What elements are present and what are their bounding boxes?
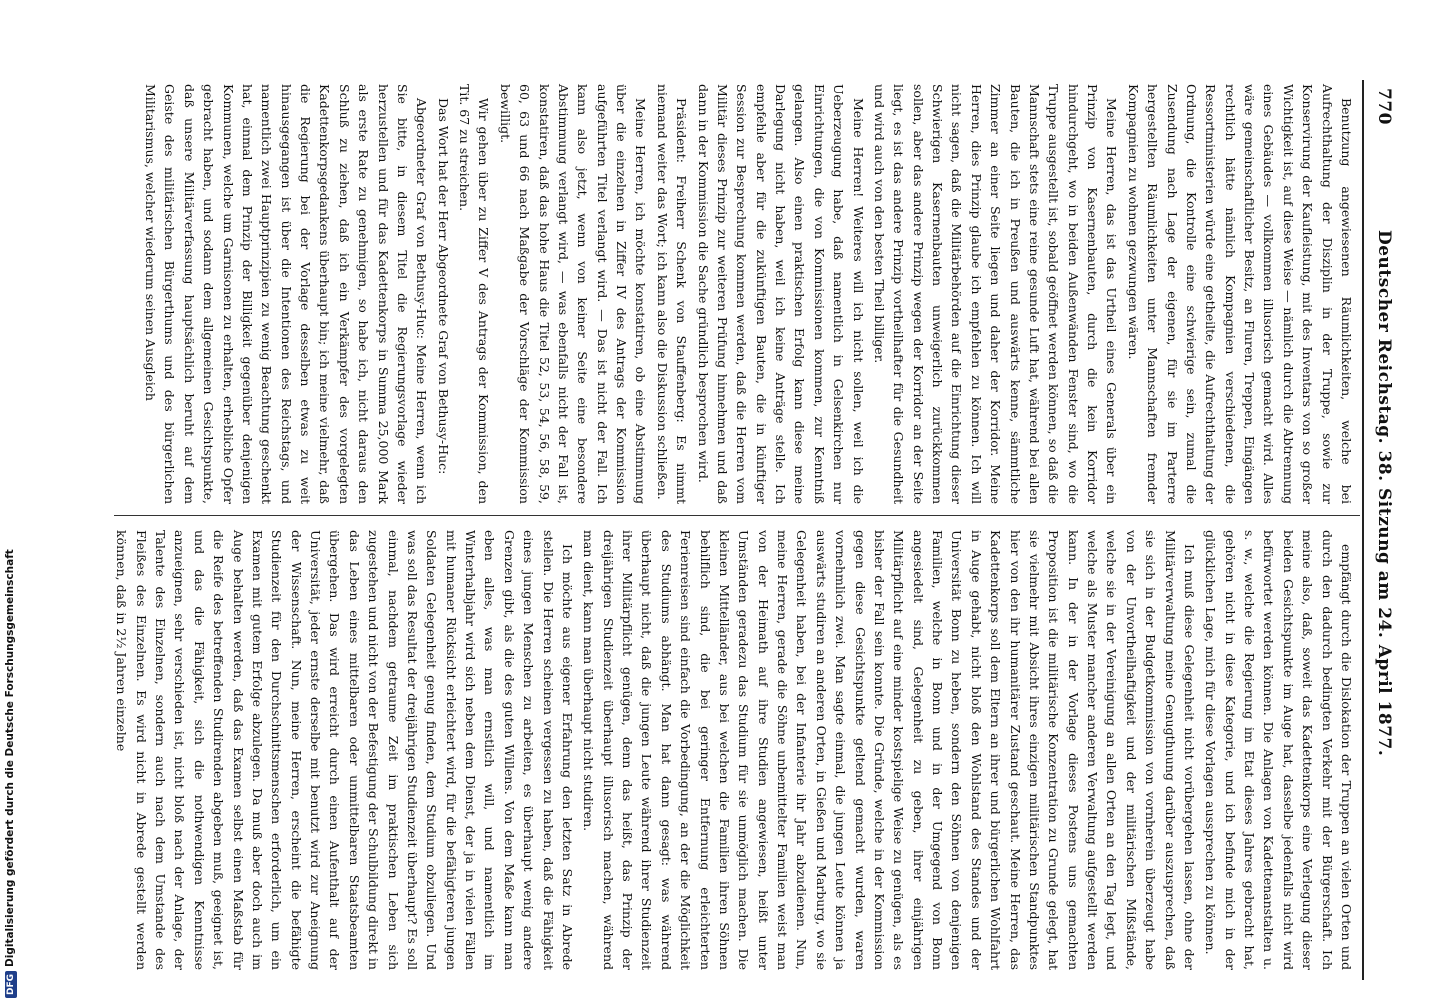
paragraph: Abgeordneter Graf von Bethusy-Huc: Meine Herren, wenn ich Sie bitte, in diesem Titel die Regierungsvorlage wieder herzustellen und für das Kadettenkorps in Summa 25,000 Mark als erste Rate zu genehmigen, so habe ich, nicht daraus den Schluß zu ziehen, daß ich ein Verkämpfer des vorgelegten Kadettenkorpsgedankens überhaupt bin; ich meine vielmehr, daß die Regierung bei der Vorlage desselben etwas zu weit hinausgegangen ist über die Intentionen des Reichstags, und namentlich zwei Hauptprinzipien zu wenig Beachtung geschenkt hat, einmal dem Prinzip der Billigkeit gegenüber denjenigen Kommunen, welche um Garnisonen zu erhalten, erhebliche Opfer gebracht haben, und sodann dem allgemeinen Gesichtspunkte, daß unsere Militärverfassung hauptsächlich beruht auf dem Geiste des militärischen Bürgerthums und des bürgerlichen Militarismus, welcher wiederum seinen Ausgleich	[143, 84, 430, 504]
paragraph: Meine Herren, das ist das Urtheil eines Generals über ein Prinzip von Kasernenbauten, durch die kein Korridor hindurchgeht, wo in beiden Außenwänden Fenster sind, wo die Truppe ausgestellt ist, sobald geöffnet werden können, so daß die Mannschaft stets eine reine gesunde Luft hat, während bei allen Bauten, die ich in Preußen und auswärts kenne, sämmtliche Zimmer an einer Seite liegen und daher der Korridor. Meine Herren, dies Prinzip glaube ich empfehlen zu können. Ich will nicht sagen, daß die Militärbehörden auf die Einrichtung dieser Schwierigen Kasernenbauten unweigerlich zurückkommen sollen, aber das andere Prinzip wegen der Korridor an der Seite liegt, es ist das andere Prinzip vortheilhafter für die Gesundheit und wird auch von den besten Theil billiger.	[872, 84, 1120, 504]
left-column	[124, 84, 1356, 504]
paragraph: Wir gehen über zu Ziffer V des Antrags der Kommission, den Tit. 67 zu streichen.	[457, 84, 492, 504]
digitization-credit	[4, 549, 17, 998]
paragraph: Das Wort hat der Herr Abgeordnete Graf von Bethusy-Huc:	[435, 98, 451, 475]
paragraph: Benutzung angewiesenen Räumlichkeiten, welche bei Aufrechthaltung der Disziplin in der Truppe, sowie zur Konservirung der Kaufleistung, mit des Inventars von so großer Wichtigkeit ist, auf diese Weise — nämlich durch die Abtrennung eines Gebäudes — vollkommen illusorisch gemacht wird. Alles wäre gemeinschaftlicher Besitz, an Fluren, Treppen, Eingängen rechtlich hätte nämlich Kompagnien verschiedenen, die Ressortministerien würde eine getheilte, die Aufrechthaltung der Ordnung, die Kontrolle eine schwierige sein, zumal die Zusendung nach Lage der eigenen, für sie im Parterre hergestellten Räumlichkeiten unter Mannschaften fremder Kompagnien zu wohnen gezwungen wären.	[1125, 84, 1354, 504]
right-column	[114, 530, 1356, 970]
page-header	[1362, 80, 1404, 980]
dfg-logo-icon: DFG	[5, 971, 17, 998]
page-number: 770	[1374, 88, 1394, 125]
paragraph: Ich möchte aus eigener Erfahrung den letzten Satz in Abrede stellen. Die Herren scheinen vergessen zu haben, daß die Fähigkeit eines jungen Menschen zu arbeiten, es überhaupt wenig andere Grenzen gibt, als die des guten Willens. Von dem Maße kann man eben alles, was man ernstlich will, und namentlich im Winterhalbjahr wird sich neben dem Dienst, der ja in vielen Fällen mit humaner Rücksicht erleichtert wird, für die befähigteren jungen Soldaten Gelegenheit genug finden, dem Studium obzuliegen. Und was soll das Resultat der dreijährigen Studienzeit überhaupt? Es soll einmal, nachdem getraume Zeit im praktischen Leben sich zugestehen und nicht von der Befestigung der Schulbildung direkt in das Leben eines mittelbaren oder unmittelbaren Staatsbeamten übergehen. Das wird erreicht durch einen Aufenthalt auf der Universität, jeder ernste derselbe mit benutzt wird zur Aneignung der Wissenschaft. Nun, meine Herren, erscheint die befähigte Studienzeit für den Durchschnittsmenschen erforderlich, um ein Examen mit gutem Erfolge abzulegen. Da muß aber doch auch im Auge behalten werden, daß das Examen selbst einen Maßstab für die Reife des betreffenden Studirenden abgeben muß, geeignet ist, und das die Fähigkeit, sich die nothwendigen Kenntnisse anzueignen, sehr verschieden ist, nicht bloß nach der Anlage, der Talente des Einzelnen, sondern auch nach dem Umstande des Fleißes des Einzelnen. Es wird nicht in Abrede gestellt werden können, daß in 2½ Jahren einzelne	[114, 530, 575, 970]
column-divider	[114, 515, 1360, 516]
paragraph: Meine Herren, ich möchte konstatiren, ob eine Abstimmung über die einzelnen in Ziffer IV des Antrags der Kommission aufgeführten Titel verlangt wird. — Das ist nicht der Fall. Ich kann also jetzt, wenn von keiner Seite eine besondere Abstimmung verlangt wird, — was ebenfalls nicht der Fall ist, konstatiren, daß das hohe Haus die Titel 52, 53, 54, 56, 58, 59, 60, 63 und 66 nach Maßgabe der Vorschläge der Kommission bewilligt.	[497, 84, 649, 504]
paragraph: Ich muß diese Gelegenheit nicht vorübergehen lassen, ohne der Militärverwaltung meine Genugthuung darüber auszusprechen, daß sie sich in der Budgetkommission von vornherein überzeugt habe von der Unvortheilhaftigkeit und der militärischen Mißstände, welche sie in der Vereinigung an allen Orten an den Tag legt, und welche als Muster mancher anderen Verwaltung aufgestellt werden kann. In der in der Vorlage dieses Postens uns gemachten Proposition ist die militärische Konzentration zu Grunde gelegt, hat sie vielmehr mit Absicht ihres einzigen militärischen Standpunktes hier von den ihr humanitärer Zustand geschaut. Meine Herren, das Kadettenkorps soll dem Eltern an ihrer und bürgerlichen Wohlfahrt in Auge gehabt, nicht bloß den Wohlstand des Standes und der Universität Bonn zu heben, sondern den Söhnen von denjenigen Familien, welche in Bonn und in der Umgegend von Bonn angesiedelt sind, Gelegenheit zu geben, ihrer einjährigen Militärpflicht auf eine minder kostspielige Weise zu genügen, als es bisher der Fall sein konnte. Die Gründe, welche in der Kommission gegen diese Gesichtspunkte geltend gemacht wurden, waren vornehmlich zwei. Man sagte einmal, die jungen Leute können ja auswärts studiren an anderen Orten, in Gießen und Marburg, wo sie Gelegenheit haben, bei der Infanterie ihr Jahr abzudienen. Nun, meine Herren, gerade die Söhne unbemittelter Familien weist man von der Heimath auf ihre Studien angewiesen, heißt unter Umständen geradezu das Studium für sie unmöglich machen. Die kleinen Mittelländer, aus bei welchen die Familien ihren Söhnen behilflich sind, die bei geringer Entfernung erleichterten Ferienreisen sind einfach die Vorbedingung, an der die Möglichkeit des Studiums abhängt. Man hat dann gesagt: was während überhaupt nicht, daß die jungen Leute während ihrer Studienzeit ihrer Militärpflicht genügen, denn das heißt, das Prinzip der dreijährigen Studienzeit überhaupt illusorisch machen, während man dient, kann man überhaupt nicht studiren.	[581, 530, 1197, 970]
rotated-scan-page	[104, 80, 1404, 980]
digitization-credit-text: Digitalisierung gefördert durch die Deutsche Forschungsgemeinschaft	[4, 549, 16, 967]
paragraph: Meine Herren! Weiteres will ich nicht sollen, weil ich die Ueberzeugung habe, daß namentlich in Gelsenkirchen nur Einrichtungen, die von Kommissionen kommen, zur Kenntniß gelangen. Also einen praktischen Erfolg kann diese meine Darlegung nicht haben, weil ich keine Anträge stelle. Ich empfehle aber für die zukünftigen Bauten, die in künftiger Session zur Besprechung kommen werden, daß die Herren vom Militär dieses Prinzip zur weiteren Prüfung hinnehmen und daß dann in der Kommission die Sache gründlich besprochen wird.	[695, 84, 866, 504]
page-title: Deutscher Reichstag. 38. Sitzung am 24. April 1877.	[1374, 230, 1394, 757]
paragraph: Präsident: Freiherr Schenk von Stauffenberg: Es nimmt niemand weiter das Wort; ich kann also die Diskussion schließen.	[654, 84, 690, 504]
paragraph: empfängt durch die Dislokation der Truppen an vielen Orten und durch den dadurch bedingten Verkehr mit der Bürgerschaft. Ich meine also, daß, soweit das Kadettenkorps eine Verlegung dieser beiden Gesichtspunkte im Auge hat, dasselbe jedenfalls nicht wird befürwortet werden können. Die Anlagen von Kadettenanstalten u. s. w., welche die Regierung im Etat dieses Jahres gebracht hat, gehören nicht in diese Kategorie, und ich befinde mich in der glücklichen Lage, mich für diese Vorlagen aussprechen zu können.	[1203, 530, 1354, 970]
